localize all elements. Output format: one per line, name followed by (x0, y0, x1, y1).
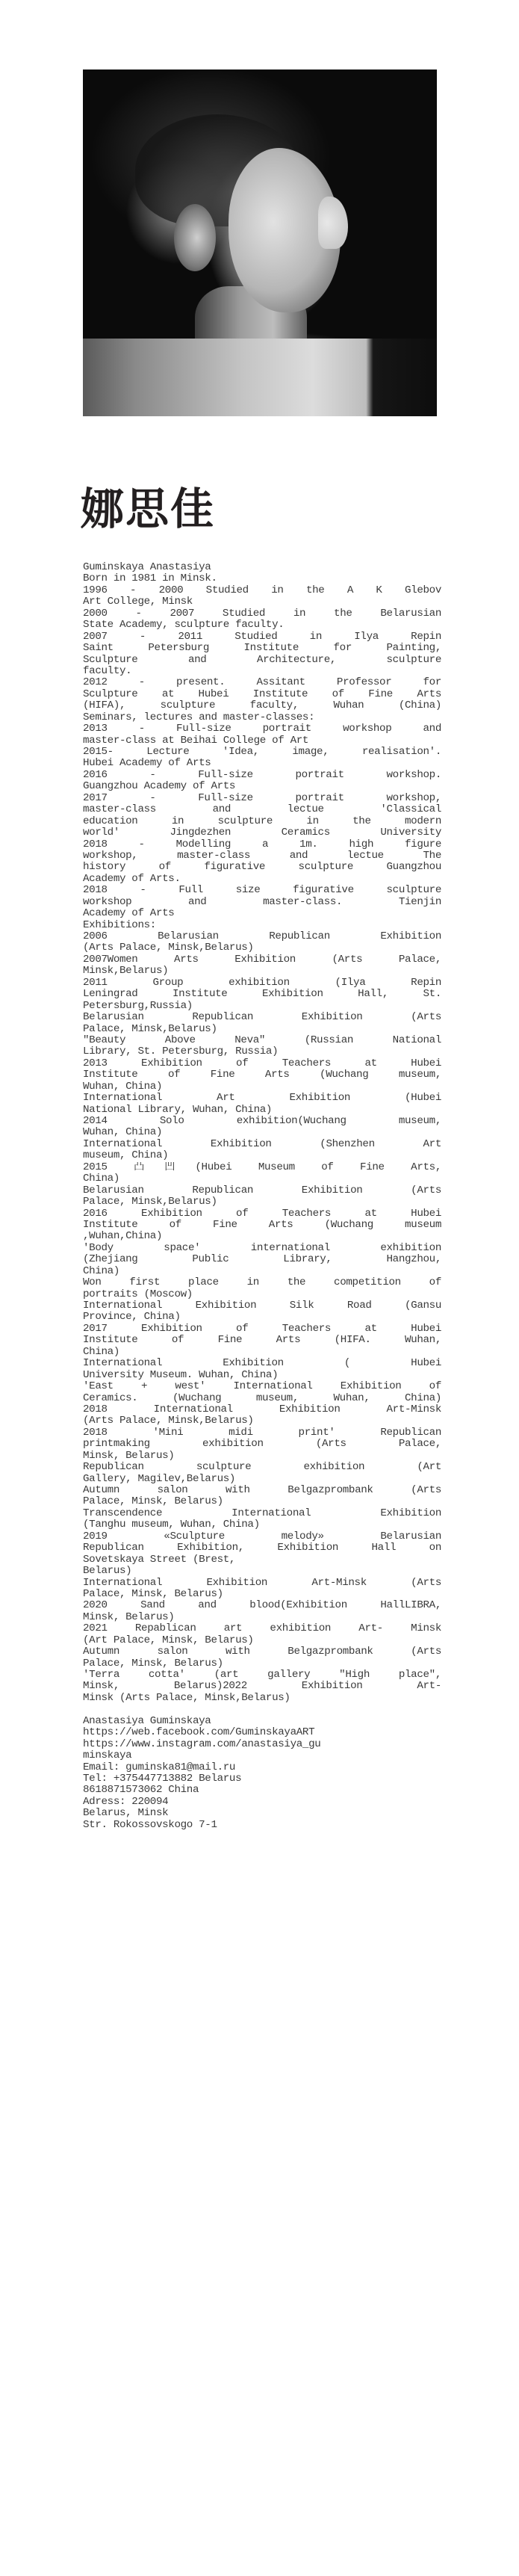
bio-line: Won first place in the competition of (83, 1277, 441, 1289)
bio-line: history of figurative sculpture Guangzhou (83, 862, 441, 874)
spacer (83, 1704, 441, 1715)
page-title: 娜思佳 (81, 484, 216, 534)
bio-line: Guminskaya Anastasiya (83, 562, 211, 573)
bio-line: 2018 International Exhibition Art-Minsk (83, 1403, 441, 1415)
bio-line: China) (83, 1265, 119, 1277)
bio-line: Sculpture at Hubei Institute of Fine Arts (83, 688, 441, 700)
photo-shirt-shape (83, 339, 437, 416)
bio-line: portraits (Moscow) (83, 1288, 193, 1300)
photo-ear-shape (174, 204, 216, 271)
bio-line: 2017 - Full-size portrait workshop, (83, 792, 441, 804)
bio-line: 2006 Belarusian Republican Exhibition (83, 931, 441, 942)
bio-line: Wuhan, China) (83, 1127, 163, 1139)
bio-line: 2020 Sand and blood(Exhibition HallLIBRA, (83, 1600, 441, 1612)
bio-line: 'Terra cotta' (art gallery "High place", (83, 1670, 441, 1681)
bio-line: museum, China) (83, 1150, 169, 1162)
bio-line: Minsk, Belarus) (83, 1450, 175, 1462)
bio-line: 2011 Group exhibition (Ilya Repin (83, 977, 441, 989)
bio-line: 2019 «Sculpture melody» Belarusian (83, 1531, 441, 1542)
instagram-link[interactable]: https://www.instagram.com/anastasiya_gu (83, 1738, 321, 1750)
bio-line: Petersburg,Russia) (83, 1000, 193, 1012)
bio-line: Institute of Fine Arts (Wuchang museum, (83, 1069, 441, 1081)
bio-line: Minsk,Belarus) (83, 966, 169, 977)
address-postcode: Adress: 220094 (83, 1796, 169, 1808)
bio-line: Belarusian Republican Exhibition (Arts (83, 1012, 441, 1024)
bio-line: 2018 'Mini midi print' Republican (83, 1427, 441, 1439)
bio-line: ,Wuhan,China) (83, 1231, 163, 1243)
email-line[interactable]: Email: guminska81@mail.ru (83, 1761, 236, 1773)
bio-line: China) (83, 1173, 119, 1185)
bio-line: Born in 1981 in Minsk. (83, 573, 217, 585)
bio-line: Leningrad Institute Exhibition Hall, St. (83, 989, 441, 1001)
bio-line: education in sculpture in the modern (83, 815, 441, 827)
bio-line: Academy of Arts (83, 908, 175, 920)
portrait-photo (83, 70, 437, 416)
phone-belarus: Tel: +375447713882 Belarus (83, 1773, 242, 1785)
bio-line: 'Body space' international exhibition (83, 1242, 441, 1254)
bio-line: International Exhibition Silk Road (Gansu (83, 1300, 441, 1312)
bio-line: workshop, master-class and lectue The (83, 850, 441, 862)
bio-line: Palace, Minsk, Belarus) (83, 1658, 223, 1670)
bio-line: 2000 - 2007 Studied in the Belarusian (83, 608, 441, 620)
bio-line: 2018 - Full size figurative sculpture (83, 885, 441, 897)
instagram-link-cont[interactable]: minskaya (83, 1750, 132, 1762)
bio-line: Exhibitions: (83, 919, 156, 931)
bio-line: State Academy, sculpture faculty. (83, 620, 285, 631)
bio-line: Belarus) (83, 1566, 132, 1578)
bio-line: Institute of Fine Arts (HIFA. Wuhan, (83, 1335, 441, 1347)
bio-line: Library, St. Petersburg, Russia) (83, 1046, 279, 1058)
bio-line: Sculpture and Architecture, sculpture (83, 654, 441, 666)
bio-line: Minsk, Belarus) (83, 1611, 175, 1623)
bio-line: Autumn salon with Belgazprombank (Arts (83, 1485, 441, 1496)
bio-line: International Exhibition ( Hubei (83, 1358, 441, 1370)
bio-line: workshop and master-class. Tienjin (83, 896, 441, 908)
bio-line: University Museum. Wuhan, China) (83, 1369, 279, 1381)
bio-line: world' Jingdezhen Ceramics University (83, 827, 441, 839)
bio-line: 1996 - 2000 Studied in the A K Glebov (83, 584, 441, 596)
bio-line: Belarusian Republican Exhibition (Arts (83, 1184, 441, 1196)
contact-name: Anastasiya Guminskaya (83, 1715, 211, 1727)
bio-line: 2016 - Full-size portrait workshop. (83, 769, 441, 781)
address-city: Belarus, Minsk (83, 1808, 169, 1820)
bio-line: Saint Petersburg Institute for Painting, (83, 643, 441, 655)
bio-section (83, 562, 441, 1704)
bio-line: 2007 - 2011 Studied in Ilya Repin (83, 631, 441, 643)
bio-line: Autumn salon with Belgazprombank (Arts (83, 1646, 441, 1658)
bio-line: 2007Women Arts Exhibition (Arts Palace, (83, 954, 441, 966)
bio-line: "Beauty Above Neva" (Russian National (83, 1034, 441, 1046)
bio-line: 2015- Lecture 'Idea, image, realisation'. (83, 747, 441, 758)
bio-line: 2021 Repablican art exhibition Art- Minsk (83, 1623, 441, 1635)
bio-line: 2018 - Modelling a 1m. high figure (83, 838, 441, 850)
bio-line: Province, China) (83, 1312, 181, 1323)
bio-line: Ceramics. (Wuchang museum, Wuhan, China) (83, 1392, 441, 1404)
bio-line: 2013 - Full-size portrait workshop and (83, 723, 441, 735)
bio-line: Republican sculpture exhibition (Art (83, 1462, 441, 1474)
facebook-link[interactable]: https://web.facebook.com/GuminskayaART (83, 1727, 315, 1739)
bio-line: 2017 Exhibition of Teachers at Hubei (83, 1323, 441, 1335)
bio-line: Republican Exhibition, Exhibition Hall on (83, 1542, 441, 1554)
bio-line: Palace, Minsk,Belarus) (83, 1023, 217, 1035)
bio-line: Palace, Minsk, Belarus) (83, 1588, 223, 1600)
bio-line: Gallery, Magilev,Belarus) (83, 1473, 236, 1485)
address-street: Str. Rokossovskogo 7-1 (83, 1819, 217, 1831)
bio-line: (Tanghu museum, Wuhan, China) (83, 1519, 260, 1531)
bio-line: 'East + west' International Exhibition of (83, 1381, 441, 1393)
bio-line: Institute of Fine Arts (Wuchang museum (83, 1219, 441, 1231)
bio-line: faculty. (83, 665, 132, 677)
bio-line: International Exhibition (Shenzhen Art (83, 1138, 441, 1150)
bio-line: International Art Exhibition (Hubei (83, 1093, 441, 1105)
bio-line: 2014 Solo exhibition(Wuchang museum, (83, 1116, 441, 1127)
bio-line: 2015 凸凹(Hubei Museum of Fine Arts, (83, 1161, 441, 1173)
bio-line: printmaking exhibition (Arts Palace, (83, 1439, 441, 1451)
bio-line: 2016 Exhibition of Teachers at Hubei (83, 1208, 441, 1220)
bio-line: 2012 - present. Assitant Professor for (83, 677, 441, 689)
bio-line: Palace, Minsk, Belarus) (83, 1496, 223, 1508)
bio-line: Minsk, Belarus)2022 Exhibition Art- (83, 1681, 441, 1693)
bio-line: Guangzhou Academy of Arts (83, 781, 236, 793)
bio-line: Seminars, lectures and master-classes: (83, 711, 315, 723)
bio-line: Sovetskaya Street (Brest, (83, 1554, 236, 1566)
photo-nose-shape (318, 197, 348, 249)
bio-text (83, 562, 441, 1831)
bio-line: Art College, Minsk (83, 596, 193, 608)
bio-line: International Exhibition Art-Minsk (Arts (83, 1577, 441, 1589)
bio-line: China) (83, 1346, 119, 1358)
bio-line: (Zhejiang Public Library, Hangzhou, (83, 1254, 441, 1266)
bio-line: Transcendence International Exhibition (83, 1507, 441, 1519)
contact-section (83, 1716, 441, 1831)
phone-china: 8618871573062 China (83, 1785, 199, 1797)
bio-line: (Arts Palace, Minsk,Belarus) (83, 942, 254, 954)
bio-line: 2013 Exhibition of Teachers at Hubei (83, 1057, 441, 1069)
bio-line: master-class and lectue 'Classical (83, 804, 441, 816)
bio-line: Hubei Academy of Arts (83, 758, 211, 770)
bio-line: Minsk (Arts Palace, Minsk,Belarus) (83, 1692, 290, 1704)
bio-line: Palace, Minsk,Belarus) (83, 1196, 217, 1208)
bio-line: (HIFA), sculpture faculty, Wuhan (China) (83, 700, 441, 712)
bio-line: (Arts Palace, Minsk,Belarus) (83, 1415, 254, 1427)
bio-line: Academy of Arts. (83, 873, 181, 885)
bio-line: master-class at Beihai College of Art (83, 735, 309, 747)
bio-line: National Library, Wuhan, China) (83, 1104, 273, 1116)
bio-line: Wuhan, China) (83, 1081, 163, 1093)
bio-line: (Art Palace, Minsk, Belarus) (83, 1634, 254, 1646)
